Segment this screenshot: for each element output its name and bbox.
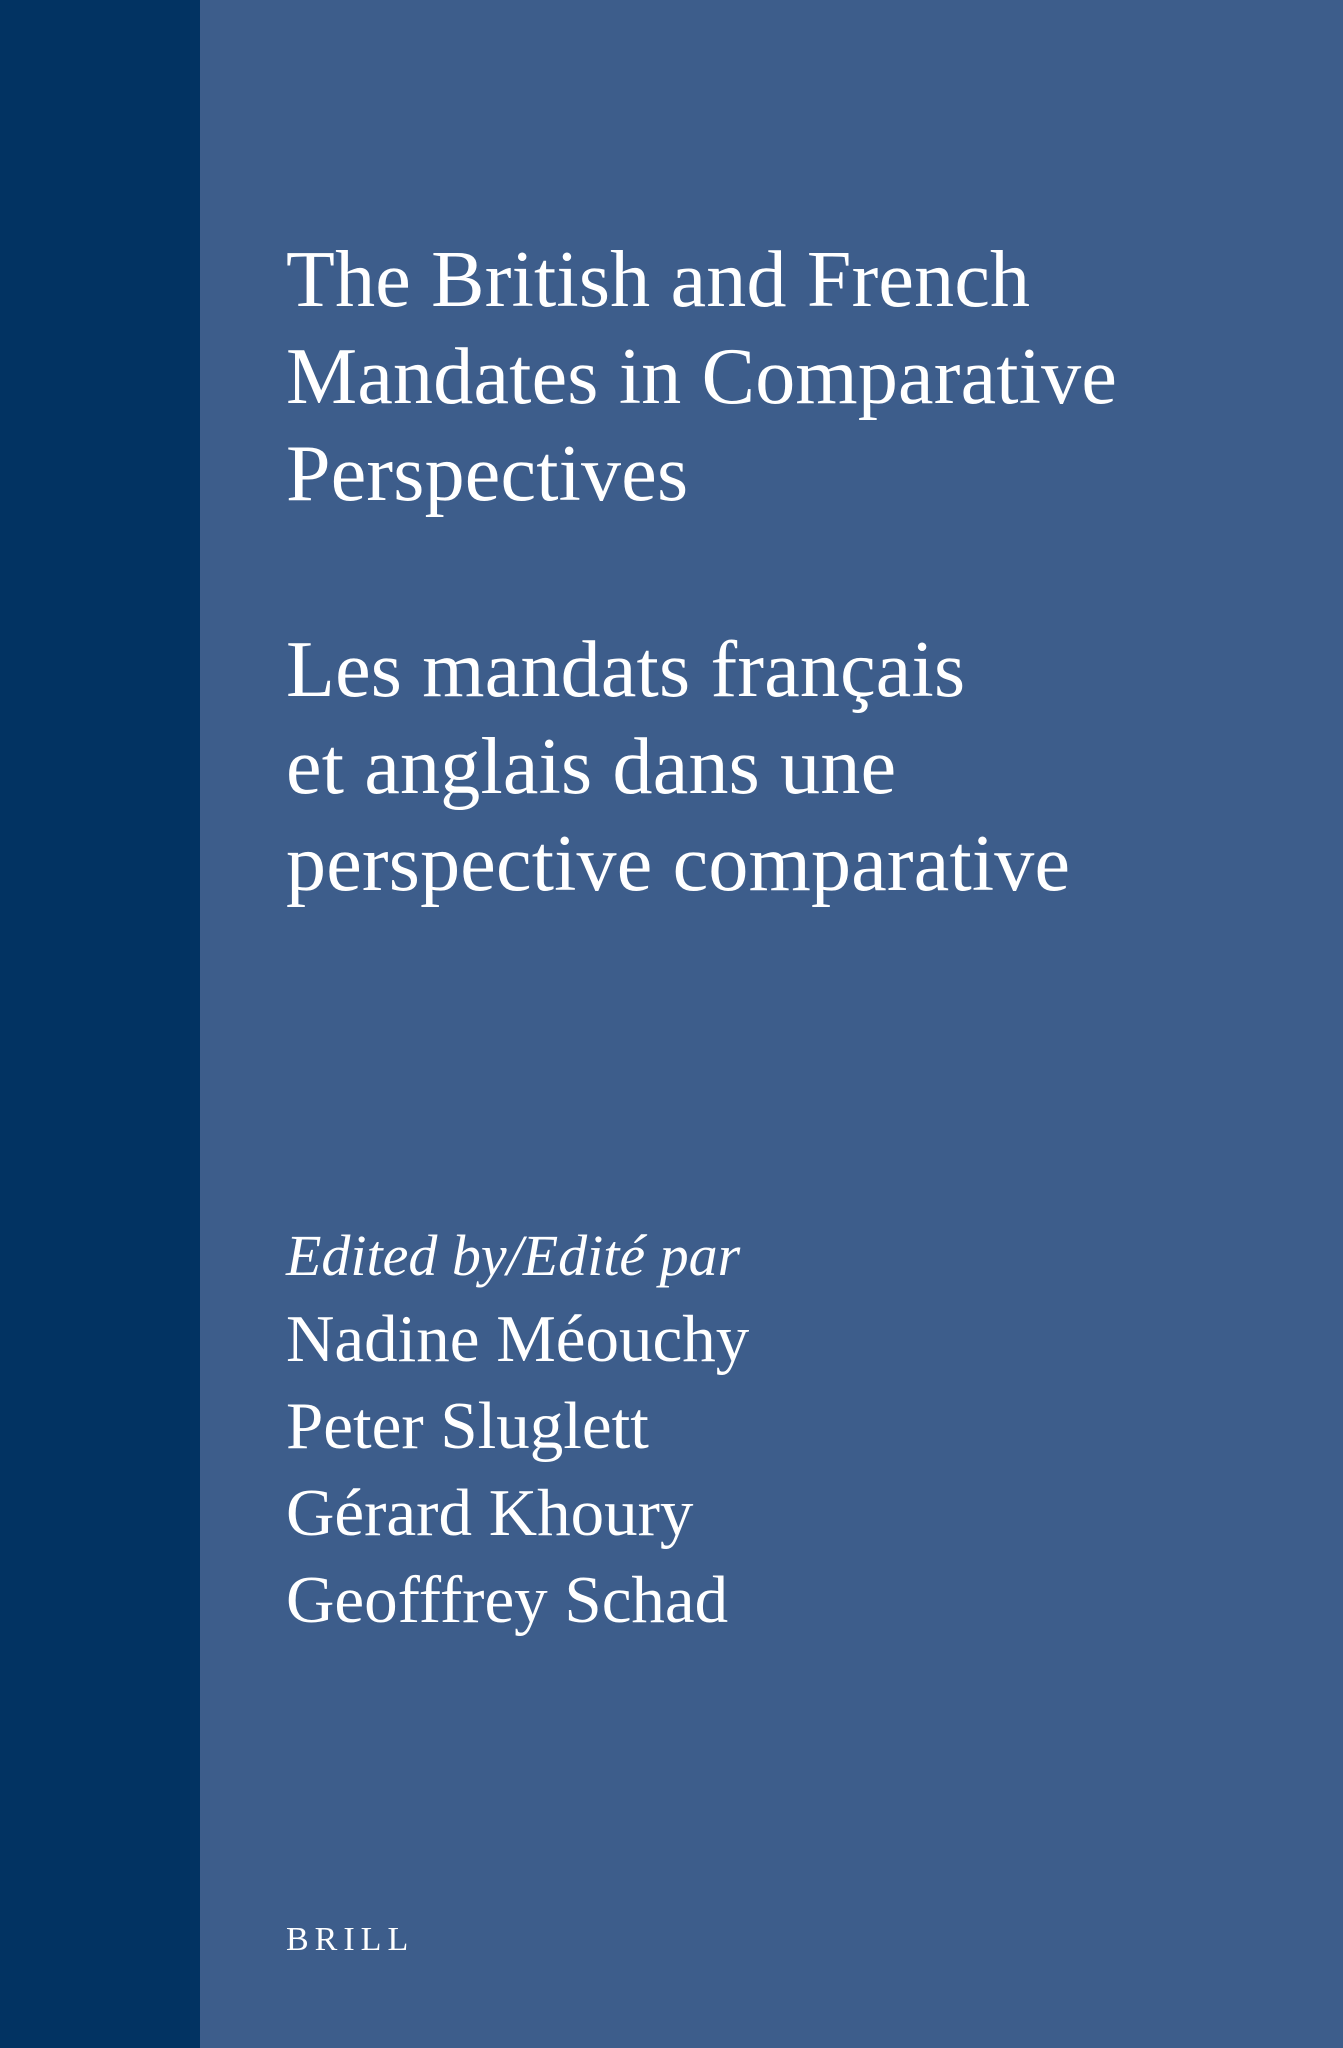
editor-name: Peter Sluglett	[286, 1389, 649, 1463]
editor-name: Gérard Khoury	[286, 1476, 694, 1550]
subtitle-line: et anglais dans une	[286, 723, 897, 811]
publisher-name: BRILL	[286, 1921, 415, 1958]
title-line: The British and French	[286, 236, 1031, 324]
title-line: Mandates in Comparative	[286, 333, 1118, 421]
spine-color-band	[0, 0, 200, 2048]
edited-by-label: Edited by/Edité par	[286, 1223, 741, 1288]
editor-name: Nadine Méouchy	[286, 1302, 750, 1376]
english-title	[286, 232, 1286, 523]
subtitle-line: perspective comparative	[286, 820, 1071, 908]
editors-section	[286, 1216, 1286, 1644]
subtitle-line: Les mandats français	[286, 626, 966, 714]
editor-name: Geofffrey Schad	[286, 1563, 729, 1637]
french-title	[286, 622, 1286, 913]
title-line: Perspectives	[286, 430, 689, 518]
